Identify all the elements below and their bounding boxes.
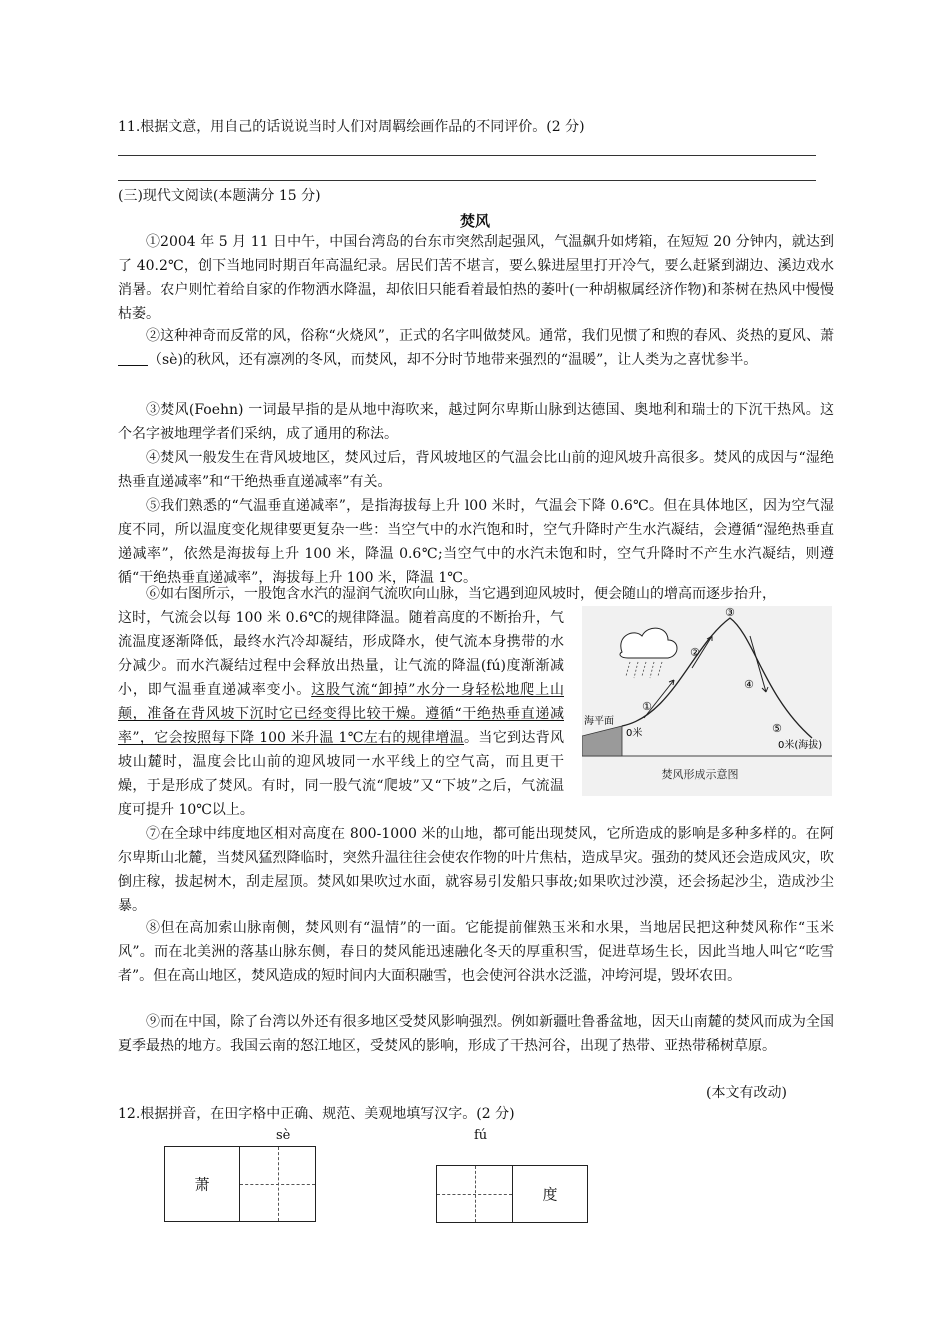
foehn-diagram <box>582 606 832 796</box>
section-heading: (三)现代文阅读(本题满分 15 分) <box>118 188 321 204</box>
paragraph-2 <box>118 324 834 372</box>
tianzige-box-1 <box>164 1146 316 1222</box>
paragraph-2-part-b: （sè)的秋风，还有凛冽的冬风，而焚风，却不分时节地带来强烈的“温暖”，让人类为之喜忧参半。 <box>148 352 758 368</box>
tianzige-box-2 <box>436 1165 588 1223</box>
grid-guide-v <box>475 1166 476 1222</box>
pinyin-se: sè <box>276 1128 291 1143</box>
fill-blank-se <box>118 351 148 366</box>
zero-left-label: 0米 <box>626 728 643 739</box>
paragraph-8: ⑧但在高加索山脉南侧，焚风则有“温情”的一面。它能提前催熟玉米和水果，当地居民把这种焚风称作“玉米风”。而在北美洲的落基山脉东侧，春日的焚风能迅速融化冬天的厚重积雪，促进草场生长，因此当地人叫它“吃雪者”。但在高山地区，焚风造成的短时间内大面积融雪，也会使河谷洪水泛滥，冲垮河堤，毁坏农田。 <box>118 920 834 984</box>
figure-caption: 焚风形成示意图 <box>661 768 739 781</box>
printed-char-xiao: 萧 <box>194 1175 210 1194</box>
marker-4: ④ <box>744 678 754 691</box>
article-title: 焚风 <box>459 212 490 230</box>
paragraph-6-part-a: 这时，气流会以每 100 米 0.6℃的规律降温。随着高度的不断抬升，气流温度逐渐降低，最终水汽冷却凝结，形成降水，使气流本身携带的水分减少。而水汽凝结过程中会释放出热量，让气流的降温(fú)度渐渐减小，即气温垂直递减率变小。 <box>118 610 564 698</box>
tianzige-cell-answer-se[interactable] <box>240 1147 315 1221</box>
adaptation-note: (本文有改动) <box>706 1085 787 1101</box>
paragraph-6-part-b: 。当它到达背风坡山麓时，温度会比山前的迎风坡同一水平线上的空气高，而且更干燥，于是形成了焚风。有时，同一股气流“爬坡”又“下坡”之后，气流温度可提升 10℃以上。 <box>118 730 565 818</box>
answer-line-2 <box>118 180 816 181</box>
sea-level-label: 海平面 <box>584 716 614 727</box>
paragraph-6-underlined: 这股气流“卸掉”水分一身轻松地爬上山颠，准备在背风坡下沉时它已经变得比较干燥。遵循“干绝热垂直递减率”，它会按照每下降 100 米升温 1℃左右的规律增温 <box>118 682 564 746</box>
paragraph-4: ④焚风一般发生在背风坡地区，焚风过后，背风坡地区的气温会比山前的迎风坡升高很多。焚风的成因与“湿绝热垂直递减率”和“干绝热垂直递减率”有关。 <box>118 450 834 490</box>
grid-guide-v <box>278 1147 279 1221</box>
marker-2: ② <box>690 646 700 659</box>
tianzige-cell-printed <box>165 1147 240 1221</box>
question-11: 11.根据文意，用自己的话说说当时人们对周羁绘画作品的不同评价。(2 分) <box>118 119 585 135</box>
paragraph-3: ③焚风(Foehn) 一词最早指的是从地中海吹来，越过阿尔卑斯山脉到达德国、奥地利和瑞士的下沉干热风。这个名字被地理学者们采纳，成了通用的称法。 <box>118 402 834 442</box>
paragraph-1: ①2004 年 5 月 11 日中午，中国台湾岛的台东市突然刮起强风，气温飙升如烤箱，在短短 20 分钟内，就达到了 40.2℃，创下当地同时期百年高温纪录。居民们苦不堪言，要么躲进屋里打开冷气，要么赶紧到湖边、溪边戏水消暑。农户则忙着给自家的作物洒水降温，却依旧只能看着最怕热的萎叶(一种胡椒属经济作物)和茶树在热风中慢慢枯萎。 <box>118 234 834 322</box>
tianzige-cell-answer-fu[interactable] <box>437 1166 513 1222</box>
pinyin-fu: fú <box>474 1128 488 1143</box>
paragraph-6-first-line: ⑥如右图所示，一股饱含水汽的湿润气流吹向山脉，当它遇到迎风坡时，便会随山的增高而逐步抬升， <box>146 586 776 602</box>
tianzige-cell-printed <box>513 1166 587 1222</box>
printed-char-du: 度 <box>542 1185 558 1204</box>
paragraph-9: ⑨而在中国，除了台湾以外还有很多地区受焚风影响强烈。例如新疆吐鲁番盆地，因天山南麓的焚风而成为全国夏季最热的地方。我国云南的怒江地区，受焚风的影响，形成了干热河谷，出现了热带、亚热带稀树草原。 <box>118 1014 834 1054</box>
zero-right-label: 0米(海拔) <box>778 740 823 751</box>
answer-line-1 <box>118 155 816 156</box>
marker-5: ⑤ <box>772 722 782 735</box>
marker-1: ① <box>642 700 652 713</box>
question-12: 12.根据拼音，在田字格中正确、规范、美观地填写汉字。(2 分) <box>118 1106 515 1122</box>
paragraph-6 <box>118 606 564 822</box>
paragraph-2-part-a: ②这种神奇而反常的风，俗称“火烧风”，正式的名字叫做焚风。通常，我们见惯了和煦的春风、炎热的夏风、萧 <box>146 328 834 344</box>
marker-3: ③ <box>725 606 735 619</box>
paragraph-5: ⑤我们熟悉的“气温垂直递减率”，是指海拔每上升 l00 米时，气温会下降 0.6℃。但在具体地区，因为空气湿度不同，所以温度变化规律要更复杂一些：当空气中的水汽饱和时，空气升降时产生水汽凝结，会遵循“湿绝热垂直递减率”，依然是海拔每上升 100 米，降温 0.6℃;当空气中的水汽未饱和时，空气升降时不产生水汽凝结，则遵循“干绝热垂直递减率”，海拔每上升 100 米，降温 1℃。 <box>118 498 834 586</box>
paragraph-7: ⑦在全球中纬度地区相对高度在 800-1000 米的山地，都可能出现焚风，它所造成的影响是多种多样的。在阿尔卑斯山北麓，当焚风猛烈降临时，突然升温往往会使农作物的叶片焦枯，造成旱灾。强劲的焚风还会造成风灾，吹倒庄稼，拔起树木，刮走屋顶。焚风如果吹过水面，就容易引发船只事故;如果吹过沙漠，还会扬起沙尘，造成沙尘暴。 <box>118 826 834 914</box>
